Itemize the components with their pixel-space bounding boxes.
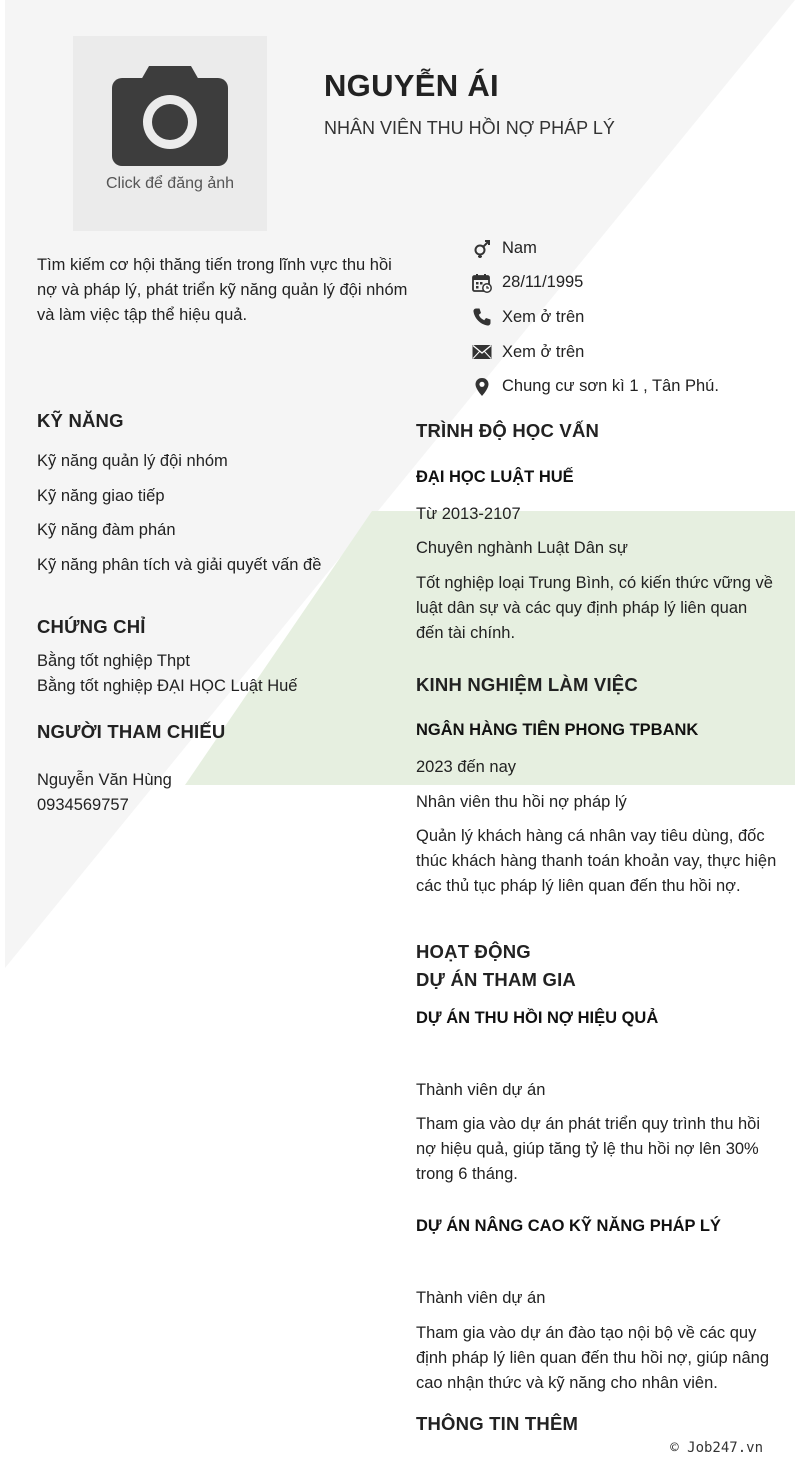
project-description: Tham gia vào dự án đào tạo nội bộ về các quy định pháp lý liên quan đến thu hồi nợ, giúp nâng cao nhận thức và kỹ năng cho nhân viên. <box>416 1324 770 1392</box>
education-period: Từ 2013-2107 <box>416 505 521 523</box>
photo-caption: Click để đăng ảnh <box>105 175 235 192</box>
contact-phone <box>472 300 719 335</box>
phone-value: Xem ở trên <box>502 307 585 326</box>
experience-description: Quản lý khách hàng cá nhân vay tiêu dùng, đốc thúc khách hàng thanh toán khoản vay, thực hiện các thủ tục pháp lý liên quan đến thu hồi nợ. <box>416 827 777 895</box>
contact-birthday <box>472 266 719 301</box>
reference-phone: 0934569757 <box>37 795 129 814</box>
experience-period: 2023 đến nay <box>416 758 517 776</box>
skill-item: Kỹ năng phân tích và giải quyết vấn đề <box>37 556 322 575</box>
activities-title: HOẠT ĐỘNG <box>416 941 531 962</box>
footer-copyright: © Job247.vn <box>670 1440 763 1456</box>
skill-item: Kỹ năng quản lý đội nhóm <box>37 452 228 470</box>
experience-position: Nhân viên thu hồi nợ pháp lý <box>416 793 627 811</box>
certificates-list <box>37 652 298 701</box>
birthday-value: 28/11/1995 <box>502 273 584 292</box>
project-name: DỰ ÁN NÂNG CAO KỸ NĂNG PHÁP LÝ <box>416 1217 721 1235</box>
education-title: TRÌNH ĐỘ HỌC VẤN <box>416 420 600 441</box>
camera-icon <box>111 64 229 168</box>
map-pin-icon <box>472 377 492 397</box>
projects-title: DỰ ÁN THAM GIA <box>416 969 576 990</box>
education-major: Chuyên nghành Luật Dân sự <box>416 539 628 557</box>
email-value: Xem ở trên <box>502 342 585 361</box>
experience-title: KINH NGHIỆM LÀM VIỆC <box>416 674 638 695</box>
certificates-title: CHỨNG CHỈ <box>37 616 146 637</box>
certificate-item: Bằng tốt nghiệp Thpt <box>37 652 190 670</box>
skill-item: Kỹ năng giao tiếp <box>37 486 165 505</box>
project-name: DỰ ÁN THU HỒI NỢ HIỆU QUẢ <box>416 1009 659 1027</box>
skill-item: Kỹ năng đàm phán <box>37 521 176 540</box>
gender-icon <box>472 238 492 258</box>
candidate-name: NGUYỄN ÁI <box>324 68 499 103</box>
photo-upload[interactable] <box>73 36 267 231</box>
references-title: NGƯỜI THAM CHIẾU <box>37 721 226 742</box>
education-description: Tốt nghiệp loại Trung Bình, có kiến thức vững về luật dân sự và các quy định pháp lý liên quan đến tài chính. <box>416 574 773 642</box>
contact-info <box>472 231 719 404</box>
phone-icon <box>472 307 492 327</box>
education-school: ĐẠI HỌC LUẬT HUẾ <box>416 468 574 486</box>
project-description: Tham gia vào dự án phát triển quy trình thu hồi nợ hiệu quả, giúp tăng tỷ lệ thu hồi nợ lên 30% trong 6 tháng. <box>416 1115 761 1183</box>
job-title: NHÂN VIÊN THU HỒI NỢ PHÁP LÝ <box>324 118 615 138</box>
career-objective: Tìm kiếm cơ hội thăng tiến trong lĩnh vực thu hồi nợ và pháp lý, phát triển kỹ năng quản lý đội nhóm và làm việc tập thể hiệu quả. <box>37 256 408 324</box>
skills-list <box>37 452 321 591</box>
envelope-icon <box>472 342 492 362</box>
contact-address <box>472 369 719 404</box>
reference-name: Nguyễn Văn Hùng <box>37 771 172 789</box>
experience-company: NGÂN HÀNG TIÊN PHONG TPBANK <box>416 721 699 739</box>
contact-email <box>472 335 719 370</box>
project-role: Thành viên dự án <box>416 1289 546 1307</box>
reference-entry <box>37 771 172 820</box>
address-value: Chung cư sơn kì 1 , Tân Phú. <box>502 377 719 396</box>
more-info-title: THÔNG TIN THÊM <box>416 1413 579 1434</box>
project-role: Thành viên dự án <box>416 1081 546 1099</box>
gender-value: Nam <box>502 238 537 257</box>
calendar-icon <box>472 273 492 293</box>
certificate-item: Bằng tốt nghiệp ĐẠI HỌC Luật Huế <box>37 676 298 695</box>
contact-gender <box>472 231 719 266</box>
skills-title: KỸ NĂNG <box>37 410 124 431</box>
